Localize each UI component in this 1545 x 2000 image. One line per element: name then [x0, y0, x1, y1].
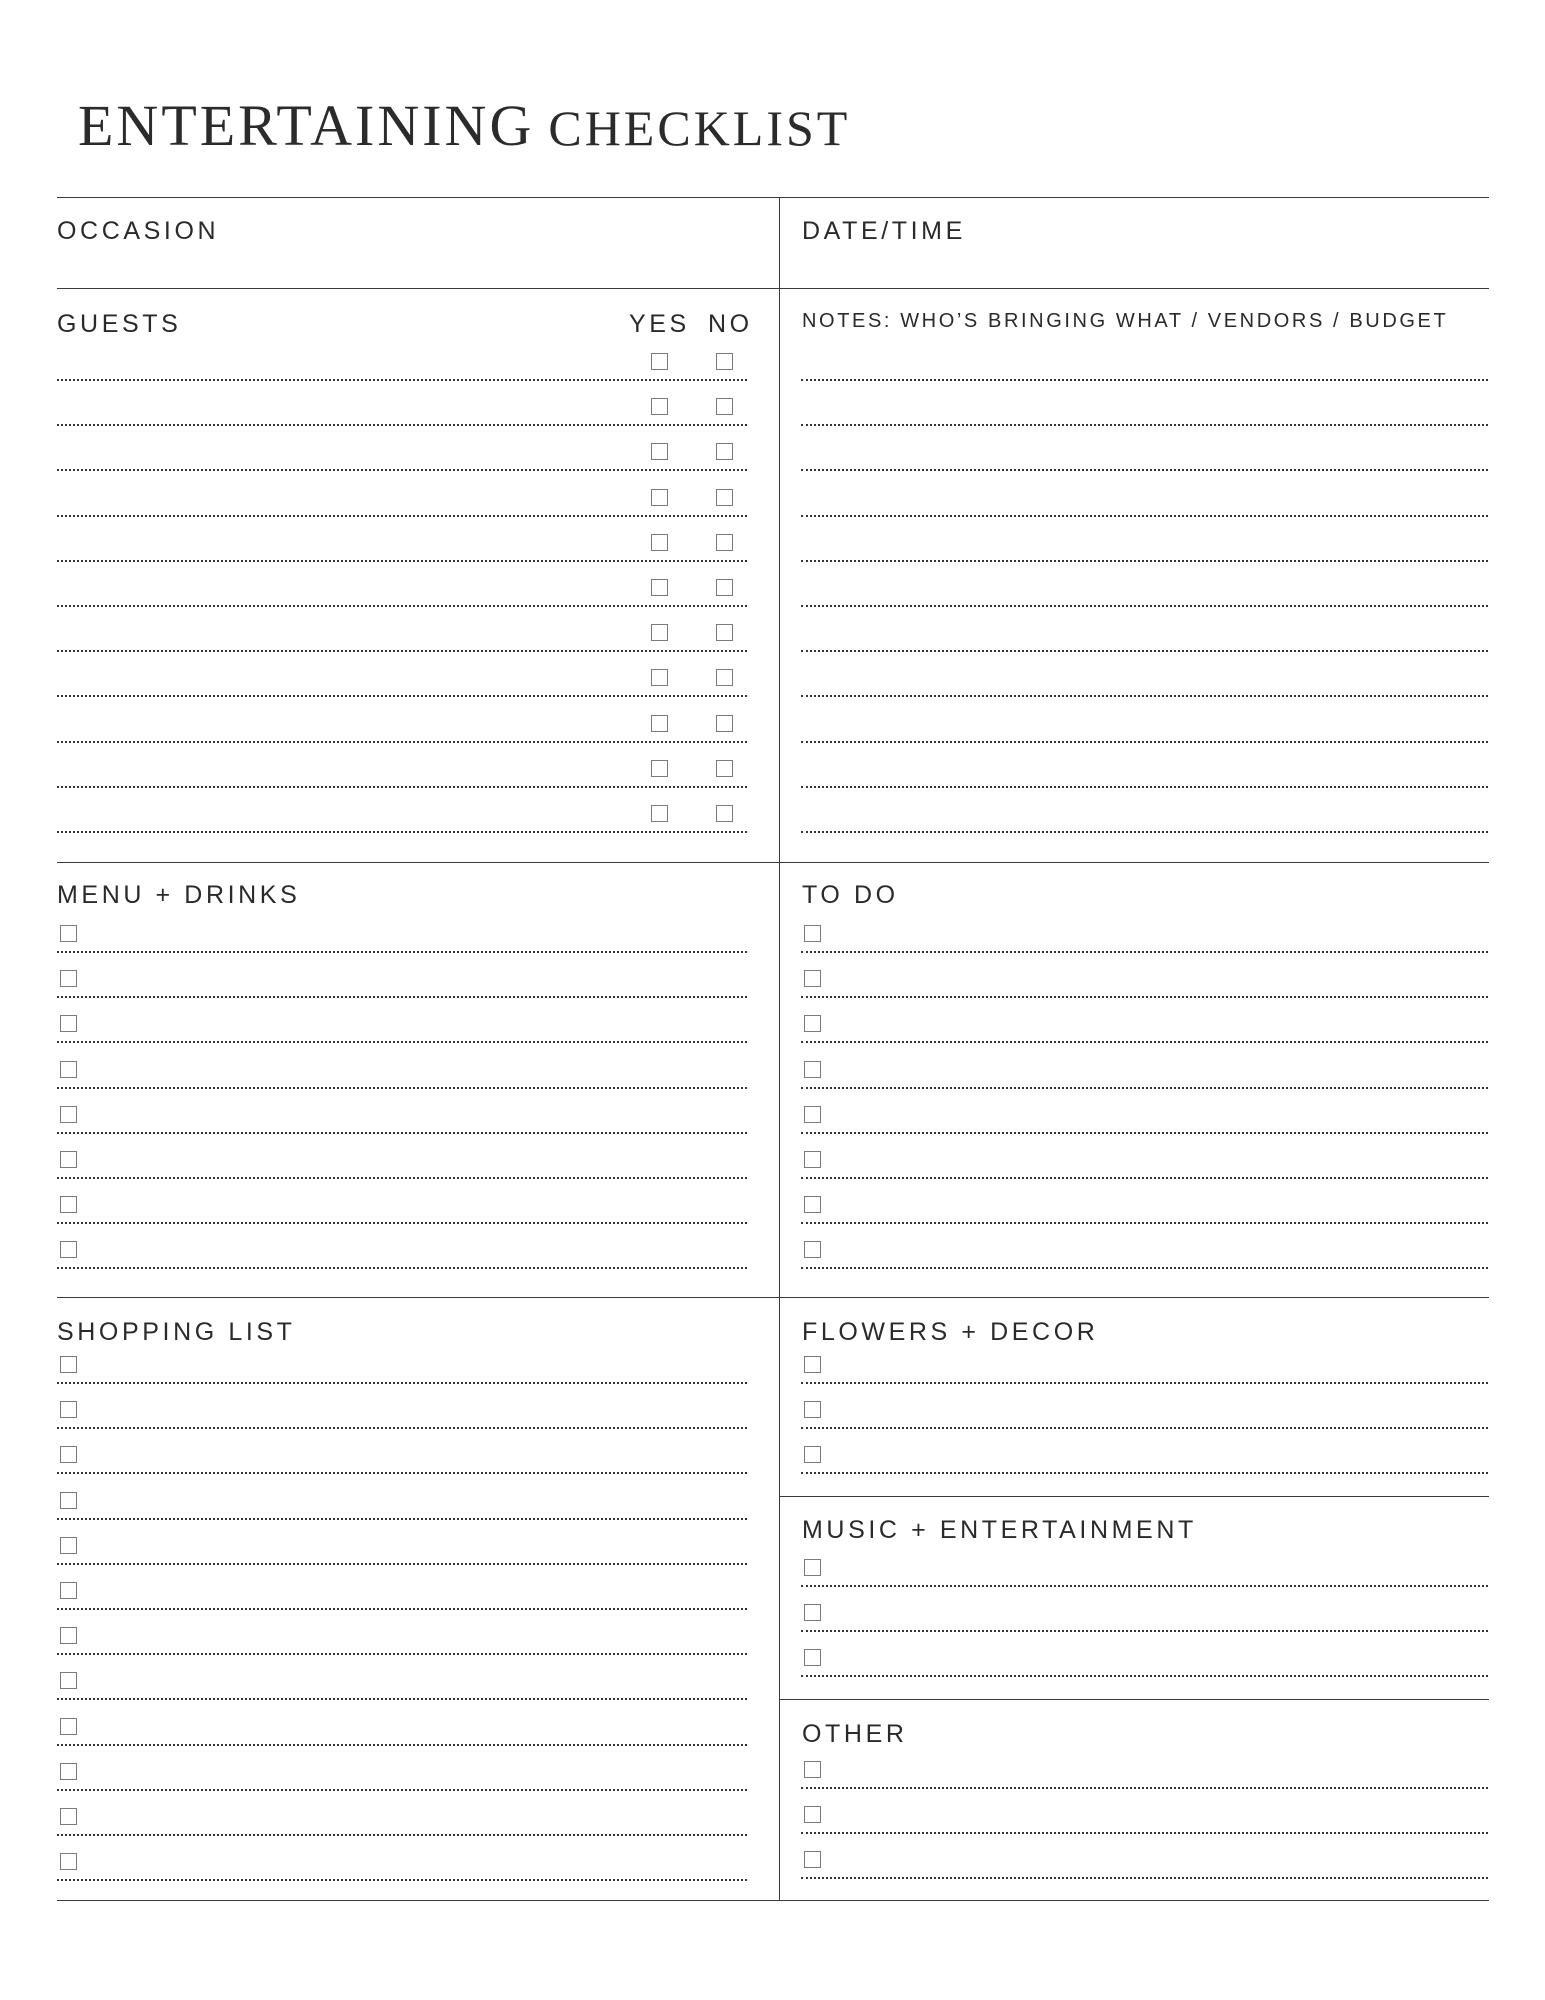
todo-item-checkbox[interactable] — [804, 1106, 821, 1123]
shopping-item-checkbox[interactable] — [60, 1808, 77, 1825]
menu-label: MENU + DRINKS — [57, 881, 301, 909]
other-item-line[interactable] — [801, 1877, 1488, 1879]
music-item-checkbox[interactable] — [804, 1649, 821, 1666]
music-item-line[interactable] — [801, 1585, 1488, 1587]
other-item-checkbox[interactable] — [804, 1806, 821, 1823]
music-bottom-rule — [780, 1699, 1489, 1700]
guest-line[interactable] — [57, 515, 747, 517]
occasion-label: OCCASION — [57, 217, 220, 245]
notes-label: NOTES: WHO’S BRINGING WHAT / VENDORS / BUDGET — [802, 310, 1449, 332]
guest-line[interactable] — [57, 469, 747, 471]
shopping-item-line[interactable] — [57, 1834, 747, 1836]
flowers-item-checkbox[interactable] — [804, 1401, 821, 1418]
shopping-item-line[interactable] — [57, 1653, 747, 1655]
guest-line[interactable] — [57, 831, 747, 833]
guest-yes-checkbox[interactable] — [651, 669, 668, 686]
notes-line[interactable] — [801, 424, 1488, 426]
menu-item-checkbox[interactable] — [60, 1106, 77, 1123]
guest-no-checkbox[interactable] — [716, 805, 733, 822]
guests-bottom-rule — [57, 862, 1489, 863]
other-item-checkbox[interactable] — [804, 1761, 821, 1778]
guest-no-checkbox[interactable] — [716, 579, 733, 596]
no-label: NO — [708, 310, 753, 338]
menu-item-line[interactable] — [57, 1132, 747, 1134]
guest-no-checkbox[interactable] — [716, 715, 733, 732]
guest-no-checkbox[interactable] — [716, 760, 733, 777]
shopping-item-checkbox[interactable] — [60, 1582, 77, 1599]
guest-yes-checkbox[interactable] — [651, 443, 668, 460]
shopping-item-checkbox[interactable] — [60, 1537, 77, 1554]
guest-line[interactable] — [57, 605, 747, 607]
menu-item-line[interactable] — [57, 951, 747, 953]
menu-item-line[interactable] — [57, 996, 747, 998]
guest-line[interactable] — [57, 424, 747, 426]
menu-item-line[interactable] — [57, 1041, 747, 1043]
title-main: ENTERTAINING — [78, 93, 535, 158]
guest-no-checkbox[interactable] — [716, 669, 733, 686]
other-item-checkbox[interactable] — [804, 1851, 821, 1868]
flowers-item-line[interactable] — [801, 1427, 1488, 1429]
menu-item-checkbox[interactable] — [60, 970, 77, 987]
flowers-item-line[interactable] — [801, 1382, 1488, 1384]
guest-yes-checkbox[interactable] — [651, 353, 668, 370]
shopping-item-line[interactable] — [57, 1427, 747, 1429]
menu-item-line[interactable] — [57, 1087, 747, 1089]
music-item-checkbox[interactable] — [804, 1559, 821, 1576]
guest-yes-checkbox[interactable] — [651, 715, 668, 732]
guest-line[interactable] — [57, 786, 747, 788]
shopping-item-checkbox[interactable] — [60, 1672, 77, 1689]
flowers-label: FLOWERS + DECOR — [802, 1318, 1099, 1346]
shopping-item-checkbox[interactable] — [60, 1853, 77, 1870]
shopping-item-checkbox[interactable] — [60, 1763, 77, 1780]
guest-no-checkbox[interactable] — [716, 443, 733, 460]
menu-item-checkbox[interactable] — [60, 1015, 77, 1032]
guest-line[interactable] — [57, 379, 747, 381]
shopping-item-checkbox[interactable] — [60, 1446, 77, 1463]
music-item-line[interactable] — [801, 1630, 1488, 1632]
guest-no-checkbox[interactable] — [716, 398, 733, 415]
menu-item-checkbox[interactable] — [60, 1151, 77, 1168]
shopping-label: SHOPPING LIST — [57, 1318, 296, 1346]
guest-line[interactable] — [57, 650, 747, 652]
notes-line[interactable] — [801, 469, 1488, 471]
guest-no-checkbox[interactable] — [716, 624, 733, 641]
page-title — [78, 92, 850, 159]
notes-line[interactable] — [801, 605, 1488, 607]
shopping-item-line[interactable] — [57, 1518, 747, 1520]
guest-line[interactable] — [57, 741, 747, 743]
menu-bottom-rule — [57, 1297, 1489, 1298]
guest-yes-checkbox[interactable] — [651, 489, 668, 506]
flowers-bottom-rule — [780, 1496, 1489, 1497]
notes-line[interactable] — [801, 831, 1488, 833]
notes-line[interactable] — [801, 379, 1488, 381]
guest-no-checkbox[interactable] — [716, 489, 733, 506]
todo-item-checkbox[interactable] — [804, 1061, 821, 1078]
shopping-item-line[interactable] — [57, 1563, 747, 1565]
flowers-item-checkbox[interactable] — [804, 1446, 821, 1463]
shopping-item-line[interactable] — [57, 1698, 747, 1700]
shopping-item-line[interactable] — [57, 1608, 747, 1610]
guest-yes-checkbox[interactable] — [651, 579, 668, 596]
todo-item-checkbox[interactable] — [804, 1241, 821, 1258]
todo-item-checkbox[interactable] — [804, 925, 821, 942]
todo-item-checkbox[interactable] — [804, 1015, 821, 1032]
todo-item-checkbox[interactable] — [804, 970, 821, 987]
todo-item-checkbox[interactable] — [804, 1196, 821, 1213]
header-bottom-rule — [57, 288, 1489, 289]
flowers-item-checkbox[interactable] — [804, 1356, 821, 1373]
center-divider — [779, 197, 780, 1900]
todo-item-line[interactable] — [801, 1267, 1488, 1269]
menu-item-line[interactable] — [57, 1177, 747, 1179]
guest-yes-checkbox[interactable] — [651, 398, 668, 415]
todo-item-line[interactable] — [801, 1177, 1488, 1179]
guest-no-checkbox[interactable] — [716, 534, 733, 551]
guest-no-checkbox[interactable] — [716, 353, 733, 370]
shopping-item-line[interactable] — [57, 1744, 747, 1746]
other-label: OTHER — [802, 1720, 908, 1748]
todo-label: TO DO — [802, 881, 899, 909]
guest-yes-checkbox[interactable] — [651, 534, 668, 551]
music-item-checkbox[interactable] — [804, 1604, 821, 1621]
notes-line[interactable] — [801, 695, 1488, 697]
guest-line[interactable] — [57, 560, 747, 562]
shopping-item-checkbox[interactable] — [60, 1492, 77, 1509]
todo-item-line[interactable] — [801, 1087, 1488, 1089]
guest-line[interactable] — [57, 695, 747, 697]
shopping-item-line[interactable] — [57, 1789, 747, 1791]
todo-item-checkbox[interactable] — [804, 1151, 821, 1168]
notes-line[interactable] — [801, 786, 1488, 788]
todo-item-line[interactable] — [801, 951, 1488, 953]
shopping-item-checkbox[interactable] — [60, 1401, 77, 1418]
music-label: MUSIC + ENTERTAINMENT — [802, 1516, 1197, 1544]
todo-item-line[interactable] — [801, 1041, 1488, 1043]
yes-label: YES — [629, 310, 690, 338]
menu-item-checkbox[interactable] — [60, 1196, 77, 1213]
title-sub: CHECKLIST — [548, 100, 851, 156]
shopping-item-line[interactable] — [57, 1879, 747, 1881]
notes-line[interactable] — [801, 515, 1488, 517]
shopping-item-checkbox[interactable] — [60, 1356, 77, 1373]
guests-label: GUESTS — [57, 310, 182, 338]
top-rule — [57, 197, 1489, 198]
guest-yes-checkbox[interactable] — [651, 805, 668, 822]
music-item-line[interactable] — [801, 1675, 1488, 1677]
shopping-item-line[interactable] — [57, 1472, 747, 1474]
notes-line[interactable] — [801, 560, 1488, 562]
other-item-line[interactable] — [801, 1832, 1488, 1834]
menu-item-line[interactable] — [57, 1267, 747, 1269]
flowers-item-line[interactable] — [801, 1472, 1488, 1474]
notes-line[interactable] — [801, 741, 1488, 743]
menu-item-checkbox[interactable] — [60, 1241, 77, 1258]
menu-item-checkbox[interactable] — [60, 925, 77, 942]
todo-item-line[interactable] — [801, 1222, 1488, 1224]
guest-yes-checkbox[interactable] — [651, 624, 668, 641]
datetime-label: DATE/TIME — [802, 217, 966, 245]
notes-line[interactable] — [801, 650, 1488, 652]
todo-item-line[interactable] — [801, 1132, 1488, 1134]
shopping-item-checkbox[interactable] — [60, 1718, 77, 1735]
shopping-item-line[interactable] — [57, 1382, 747, 1384]
menu-item-checkbox[interactable] — [60, 1061, 77, 1078]
other-item-line[interactable] — [801, 1787, 1488, 1789]
bottom-rule — [57, 1900, 1489, 1901]
guest-yes-checkbox[interactable] — [651, 760, 668, 777]
todo-item-line[interactable] — [801, 996, 1488, 998]
shopping-item-checkbox[interactable] — [60, 1627, 77, 1644]
menu-item-line[interactable] — [57, 1222, 747, 1224]
